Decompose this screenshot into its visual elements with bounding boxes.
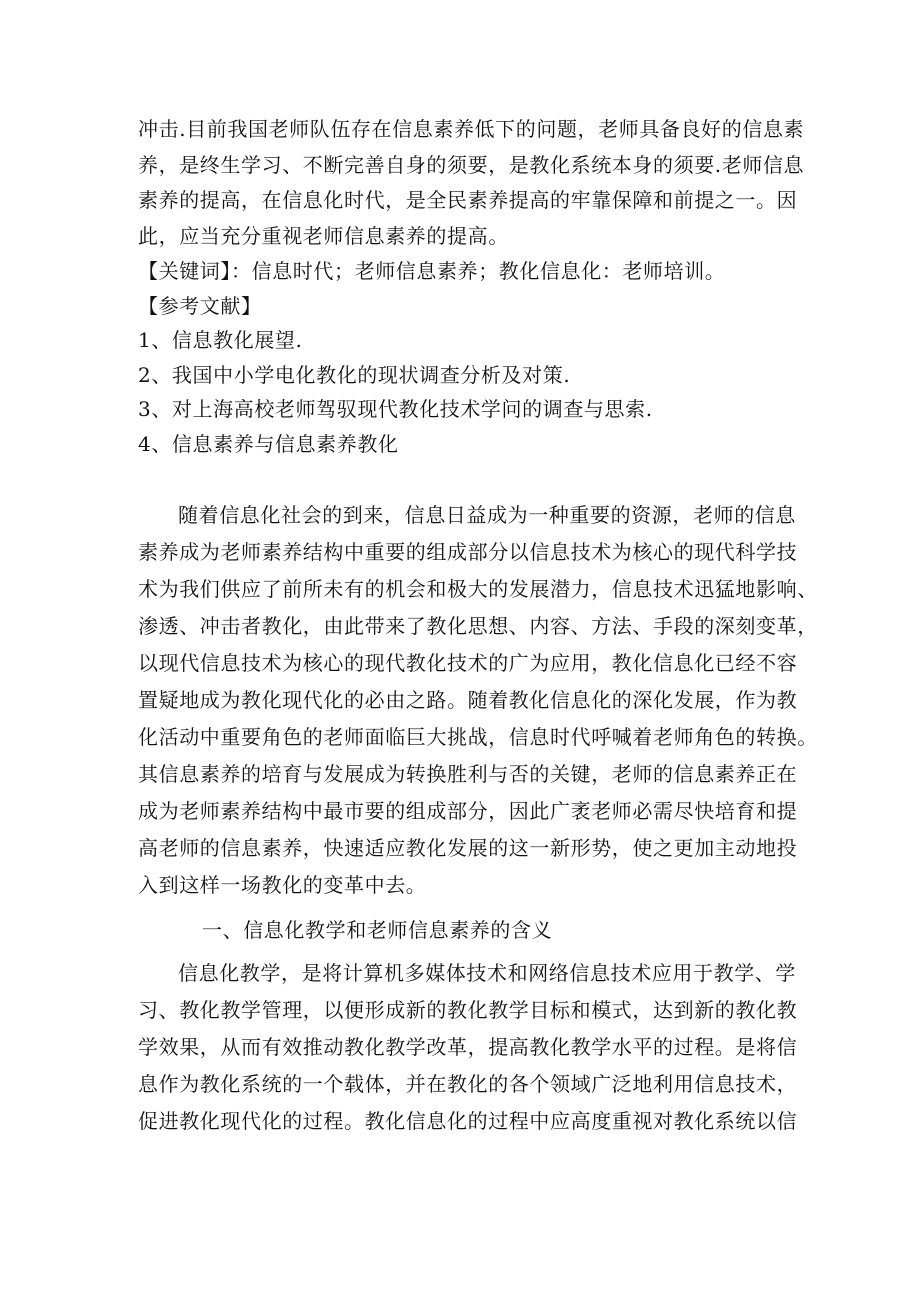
reference-item: 3、对上海高校老师驾驭现代教化技术学问的调查与思索. <box>138 397 653 421</box>
paragraph-line: 置疑地成为教化现代化的必由之路。随着教化信息化的深化发展，作为教 <box>138 688 798 712</box>
body-paragraph-2 <box>138 955 798 1140</box>
paragraph-line: 其信息素养的培育与发展成为转换胜利与否的关键，老师的信息素养正在 <box>138 762 798 786</box>
abstract-line: 冲击.目前我国老师队伍存在信息素养低下的问题，老师具备良好的信息素 <box>138 117 805 141</box>
reference-item: 4、信息素养与信息素养教化 <box>138 431 399 456</box>
paragraph-line: 随着信息化社会的到来，信息日益成为一种重要的资源，老师的信息 <box>178 503 796 527</box>
paragraph-line: 入到这样一场教化的变革中去。 <box>138 873 427 897</box>
paragraph-line: 以现代信息技术为核心的现代教化技术的广为应用，教化信息化已经不容 <box>138 651 798 675</box>
abstract-line: 素养的提高，在信息化时代，是全民素养提高的牢靠保障和前提之一。因 <box>138 188 798 212</box>
blank-gap <box>138 461 778 497</box>
paragraph-line: 高老师的信息素养，快速适应教化发展的这一新形势，使之更加主动地投 <box>138 836 798 860</box>
section-heading: 一、信息化教学和老师信息素养的含义 <box>202 918 553 942</box>
paragraph-line: 素养成为老师素养结构中重要的组成部分以信息技术为核心的现代科学技 <box>138 540 798 564</box>
paragraph-line: 息作为教化系统的一个载体，并在教化的各个领域广泛地利用信息技术， <box>138 1072 798 1096</box>
document-page <box>138 112 818 1140</box>
paragraph-line: 术为我们供应了前所未有的机会和极大的发展潜力，信息技术迅猛地影响、 <box>138 577 818 601</box>
paragraph-line: 习、教化教学管理，以便形成新的教化教学目标和模式，达到新的教化教 <box>138 998 798 1022</box>
reference-item: 1、信息教化展望. <box>138 328 303 352</box>
body-paragraph-1 <box>138 497 818 904</box>
paragraph-line: 渗透、冲击者教化，由此带来了教化思想、内容、方法、手段的深刻变革， <box>138 614 818 638</box>
references-heading: 【参考文献】 <box>138 293 262 318</box>
abstract-paragraph <box>138 112 805 254</box>
paragraph-line: 学效果，从而有效推动教化教学改革，提高教化教学水平的过程。是将信 <box>138 1035 798 1059</box>
paragraph-line: 信息化教学，是将计算机多媒体技术和网络信息技术应用于教学、学 <box>178 961 796 985</box>
paragraph-line: 促进教化现代化的过程。教化信息化的过程中应高度重视对教化系统以信 <box>138 1109 798 1133</box>
reference-item: 2、我国中小学电化教化的现状调查分析及对策. <box>138 362 571 387</box>
paragraph-line: 化活动中重要角色的老师面临巨大挑战，信息时代呼喊着老师角色的转换。 <box>138 725 818 749</box>
abstract-line: 养，是终生学习、不断完善自身的须要，是教化系统本身的须要.老师信息 <box>138 152 805 177</box>
keywords-line: 【关键词】：信息时代；老师信息素养；教化信息化：老师培训。 <box>138 259 726 283</box>
paragraph-line: 成为老师素养结构中最市要的组成部分，因此广袤老师必需尽快培育和提 <box>138 799 798 823</box>
abstract-line: 此，应当充分重视老师信息素养的提高。 <box>138 223 509 248</box>
